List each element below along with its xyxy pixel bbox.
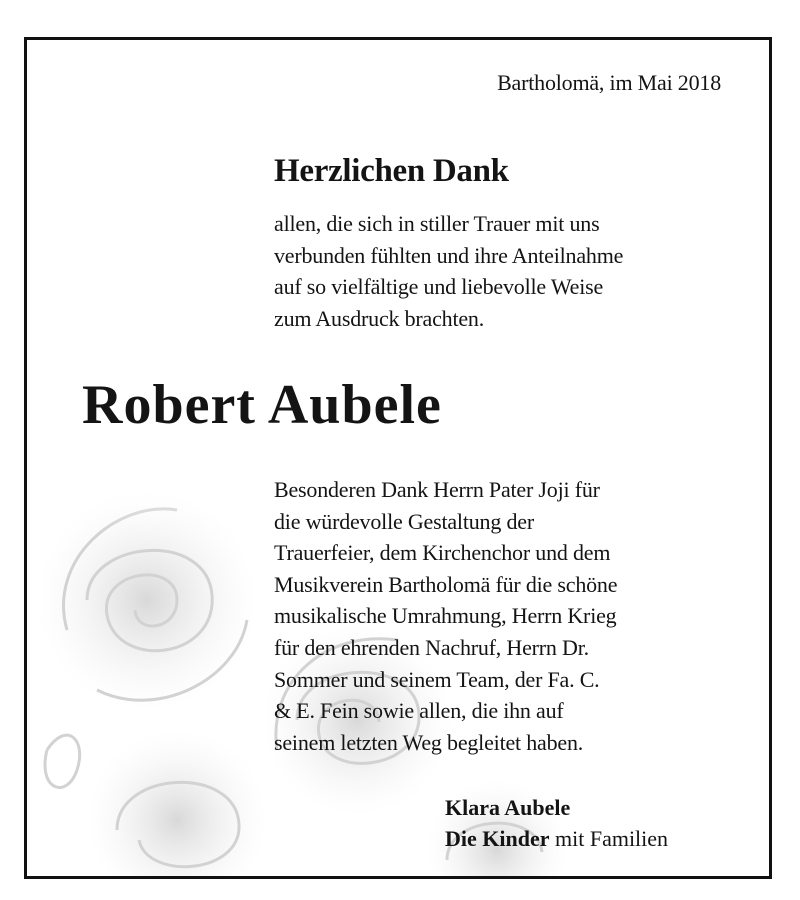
notice-frame: [24, 37, 772, 879]
signature-families: mit Familien: [549, 826, 669, 851]
intro-paragraph: allen, die sich in stiller Trauer mit uns verbunden fühlten und ihre Anteilnahme auf so vielfältige und liebevolle Weise zum Ausdruck brachten.: [274, 211, 624, 331]
thanks-paragraph: Besonderen Dank Herrn Pater Joji für die würdevolle Gestaltung der Trauerfeier, dem Kirchenchor und dem Musikverein Bartholomä für die schöne musikalische Umrahmung, Herrn Krieg für den ehrenden Nachruf, Herrn Dr. Sommer und seinem Team, der Fa. C. & E. Fein sowie allen, die ihn auf seinem letzten Weg begleitet haben.: [274, 477, 618, 755]
signature-children: Die Kinder: [445, 826, 550, 851]
deceased-name: Robert Aubele: [82, 374, 442, 436]
signature-block: [445, 792, 668, 854]
heading-thanks: Herzlichen Dank: [274, 153, 509, 189]
signature-line-1: Klara Aubele: [445, 795, 571, 820]
signature-line-2: [445, 823, 668, 854]
place-date: Bartholomä, im Mai 2018: [497, 70, 721, 95]
